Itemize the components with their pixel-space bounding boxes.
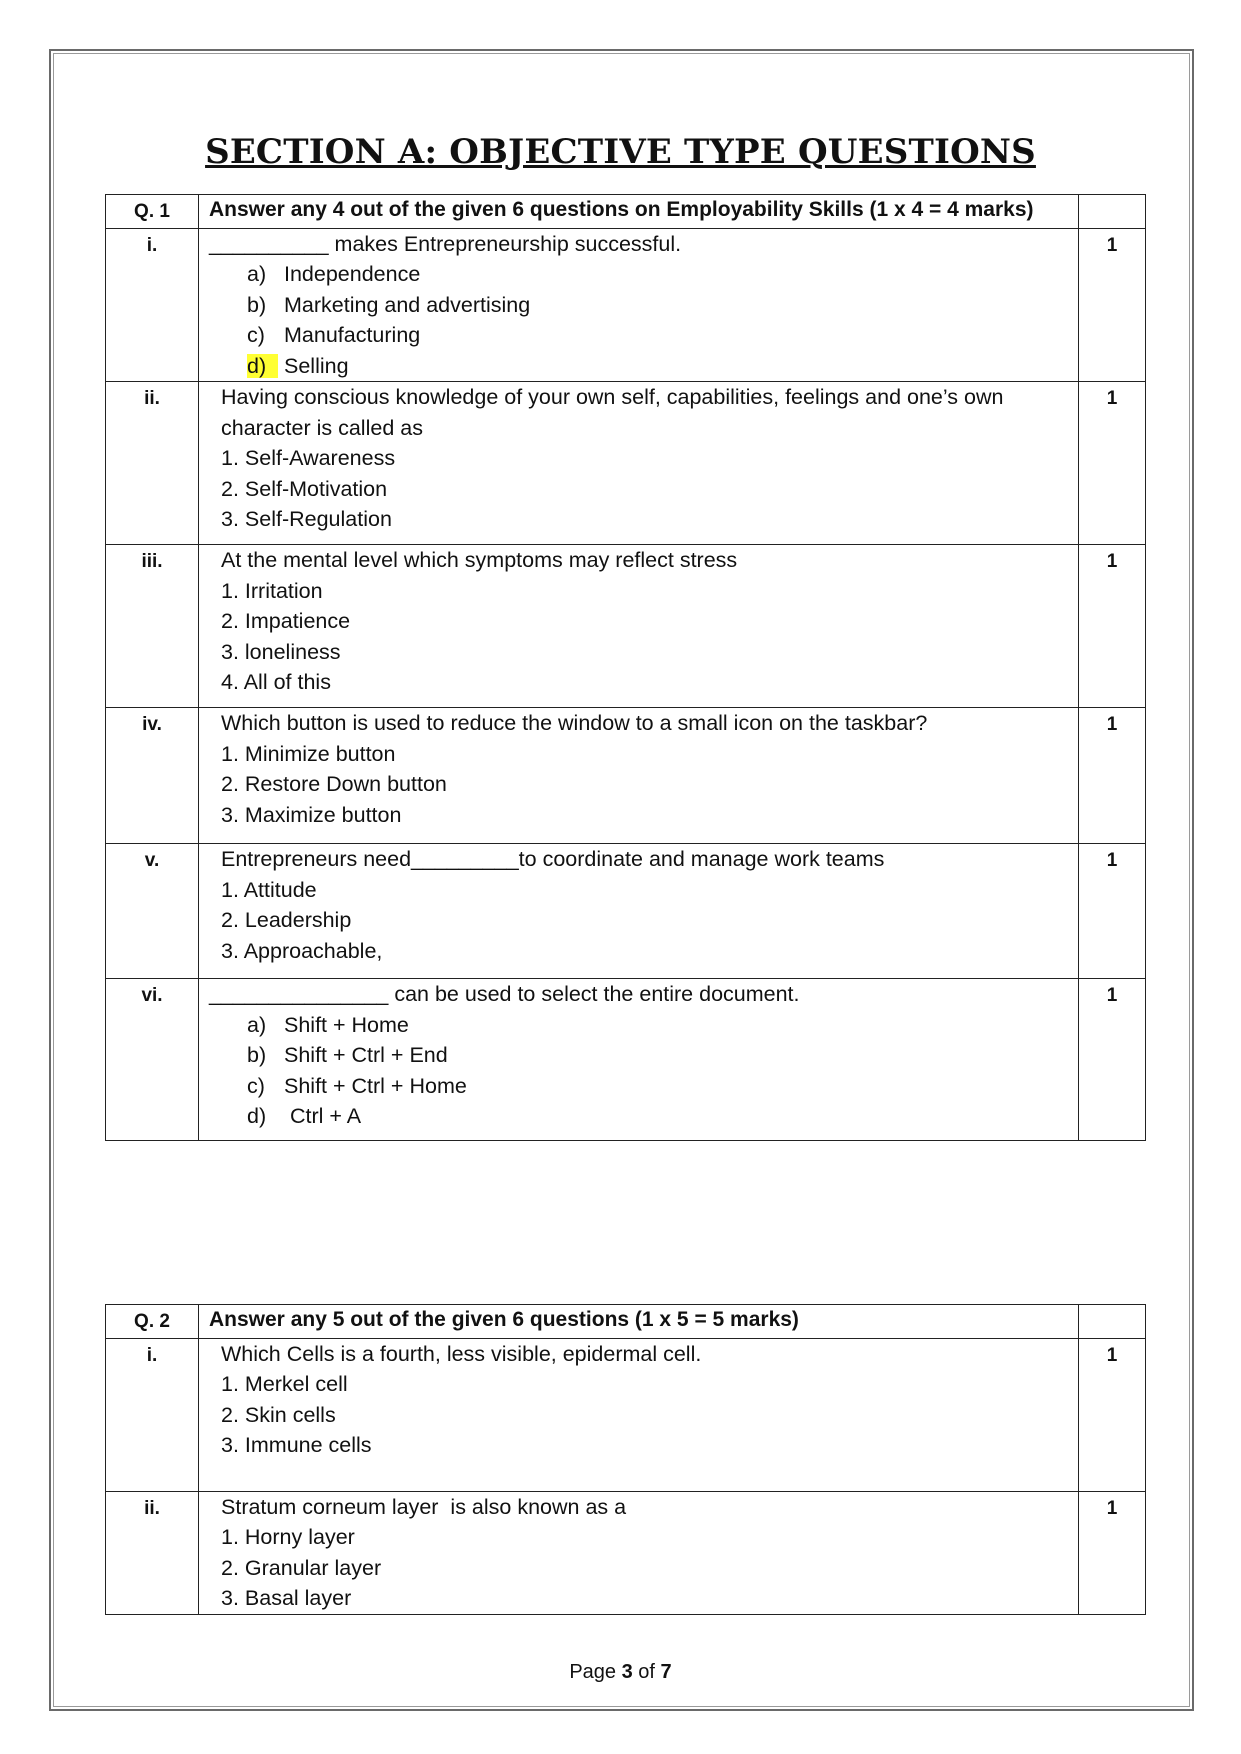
option: 3. Immune cells (221, 1433, 372, 1457)
question-table-q1 (105, 194, 1146, 1141)
question-stem: Having conscious knowledge of your own self, capabilities, feelings and one’s own character is called as (221, 385, 1004, 440)
option: a) Independence (247, 262, 421, 286)
table-row (106, 1491, 1146, 1614)
item-number: i. (106, 1338, 199, 1491)
question-number: Q. 1 (106, 195, 199, 229)
question-stem: _______________ can be used to select the entire document. (209, 982, 800, 1006)
option: c) Manufacturing (247, 323, 421, 347)
marks-header (1079, 1305, 1146, 1339)
item-number: ii. (106, 382, 199, 545)
option: 1. Merkel cell (221, 1372, 348, 1396)
total-pages: 7 (660, 1661, 672, 1683)
option: 2. Impatience (221, 609, 351, 633)
table-row (106, 1338, 1146, 1491)
marks-header (1079, 195, 1146, 229)
table-row (106, 979, 1146, 1141)
question-stem: Stratum corneum layer is also known as a (221, 1494, 627, 1519)
table-row (106, 228, 1146, 382)
table-header-row (106, 1305, 1146, 1339)
question-stem: Entrepreneurs need_________to coordinate and manage work teams (221, 847, 885, 871)
table-header-row (106, 195, 1146, 229)
option: 1. Self-Awareness (221, 446, 396, 470)
item-marks: 1 (1079, 708, 1146, 844)
option: 2. Leadership (221, 908, 352, 932)
item-number: ii. (106, 1491, 199, 1614)
item-marks: 1 (1079, 844, 1146, 979)
item-marks: 1 (1079, 1491, 1146, 1614)
option: 1. Attitude (221, 877, 317, 902)
option: b) Marketing and advertising (247, 292, 531, 317)
section-title: SECTION A: OBJECTIVE TYPE QUESTIONS (205, 132, 1036, 172)
option-highlighted: d) Selling (247, 353, 349, 378)
option: 3. Approachable, (221, 938, 383, 963)
table-row (106, 708, 1146, 844)
item-number: v. (106, 844, 199, 979)
item-marks: 1 (1079, 545, 1146, 708)
question-stem: Which button is used to reduce the window to a small icon on the taskbar? (221, 711, 928, 735)
option: a) Shift + Home (247, 1012, 409, 1037)
item-marks: 1 (1079, 1338, 1146, 1491)
question-heading: Answer any 5 out of the given 6 questions (1 x 5 = 5 marks) (199, 1305, 1079, 1339)
option: 1. Irritation (221, 578, 323, 603)
item-number: vi. (106, 979, 199, 1141)
option: 3. Maximize button (221, 802, 402, 827)
option: b) Shift + Ctrl + End (247, 1043, 448, 1067)
question-stem: __________ makes Entrepreneurship successful. (209, 231, 682, 256)
item-number: i. (106, 228, 199, 382)
table-row (106, 382, 1146, 545)
option: 2. Granular layer (221, 1555, 382, 1580)
item-number: iii. (106, 545, 199, 708)
question-stem: Which Cells is a fourth, less visible, epidermal cell. (221, 1341, 702, 1366)
page-footer: Page 3 of 7 (569, 1661, 672, 1683)
option: c) Shift + Ctrl + Home (247, 1073, 467, 1098)
question-table-q2 (105, 1304, 1146, 1615)
answer-highlight: d) (247, 354, 278, 378)
current-page: 3 (621, 1661, 633, 1683)
option: 2. Restore Down button (221, 772, 447, 796)
question-number: Q. 2 (106, 1305, 199, 1339)
option: 3. Basal layer (221, 1586, 352, 1610)
option: 3. loneliness (221, 639, 341, 664)
option: 2. Skin cells (221, 1402, 336, 1427)
table-row (106, 545, 1146, 708)
item-marks: 1 (1079, 228, 1146, 382)
table-row (106, 844, 1146, 979)
item-number: iv. (106, 708, 199, 844)
option: 3. Self-Regulation (221, 507, 392, 531)
option: 2. Self-Motivation (221, 476, 388, 501)
option: 1. Horny layer (221, 1525, 355, 1549)
question-heading: Answer any 4 out of the given 6 questions on Employability Skills (1 x 4 = 4 marks) (199, 195, 1079, 229)
question-stem: At the mental level which symptoms may reflect stress (221, 548, 738, 572)
option: 4. All of this (221, 670, 331, 694)
option: 1. Minimize button (221, 741, 396, 766)
option: d) Ctrl + A (247, 1104, 362, 1128)
item-marks: 1 (1079, 979, 1146, 1141)
item-marks: 1 (1079, 382, 1146, 545)
